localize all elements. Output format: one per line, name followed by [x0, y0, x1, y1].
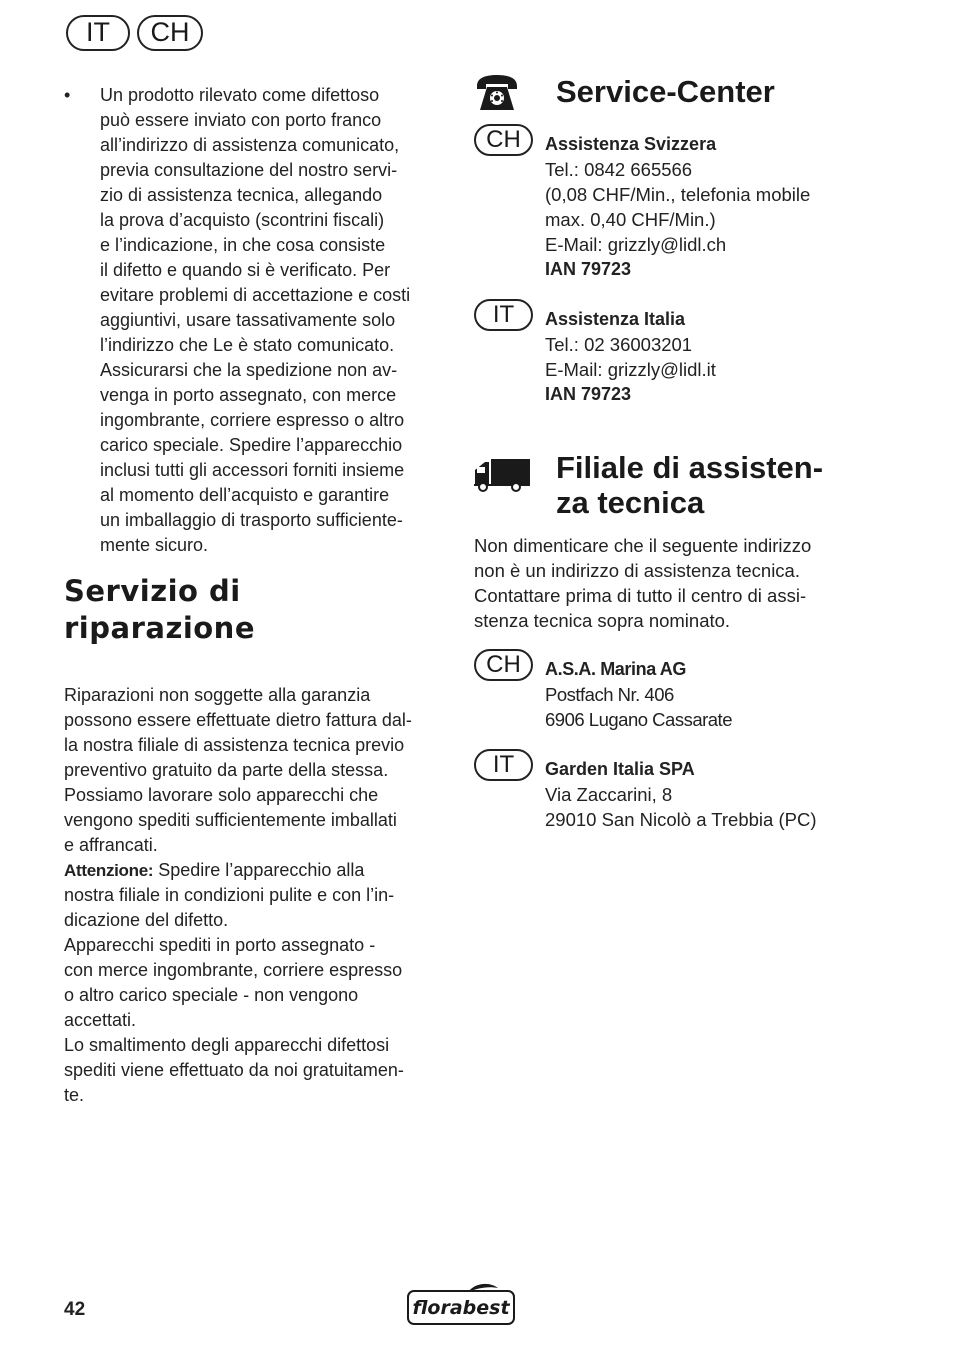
text-line: spediti viene effettuato da noi gratuitamen- [64, 1060, 404, 1080]
text-line: E-Mail: grizzly@lidl.ch [545, 234, 727, 255]
text-line: preventivo gratuito da parte della stessa. [64, 760, 389, 780]
text-line: il difetto e quando si è verificato. Per [100, 260, 391, 280]
text-line: 29010 San Nicolò a Trebbia (PC) [545, 809, 817, 830]
text-line: accettati. [64, 1010, 137, 1030]
text-line: Un prodotto rilevato come difettoso [100, 85, 380, 105]
text-line: carico speciale. Spedire l’apparecchio [100, 435, 403, 455]
country-badge-it: IT [474, 749, 533, 781]
text-line: al momento dell’acquisto e garantire [100, 485, 390, 505]
text-line: Apparecchi spediti in porto assegnato - [64, 935, 376, 955]
text-line: Non dimenticare che il seguente indirizzo [474, 535, 812, 556]
text-line: può essere inviato con porto franco [100, 110, 382, 130]
service-ch-ian: IAN 79723 [545, 259, 632, 279]
text-line: aggiuntivi, usare tassativamente solo [100, 310, 396, 330]
text-line: dicazione del difetto. [64, 910, 229, 930]
text-line: stenza tecnica sopra nominato. [474, 610, 731, 631]
section-heading-servizio-line2: riparazione [64, 611, 255, 645]
filiale-intro [474, 533, 811, 633]
filiale-title-line1: Filiale di assisten- [556, 450, 824, 485]
text-line: Tel.: 02 36003201 [545, 334, 693, 355]
filiale-ch-name: A.S.A. Marina AG [545, 659, 686, 679]
text-line: Possiamo lavorare solo apparecchi che [64, 785, 379, 805]
bullet-marker: • [64, 85, 71, 105]
text-line: con merce ingombrante, corriere espresso [64, 960, 403, 980]
text-line: evitare problemi di accettazione e costi [100, 285, 411, 305]
page-number: 42 [64, 1299, 86, 1320]
text-line: possono essere effettuate dietro fattura dal- [64, 710, 412, 730]
attention-text: Spedire l’apparecchio alla [153, 860, 365, 880]
country-badge-ch: CH [474, 649, 533, 681]
text-line: zio di assistenza tecnica, allegando [100, 185, 383, 205]
text-line: Lo smaltimento degli apparecchi difettosi [64, 1035, 390, 1055]
section-heading-servizio-line1: Servizio di [64, 574, 241, 608]
filiale-ch-block [545, 657, 732, 732]
text-line: vengono spediti sufficientemente imballati [64, 810, 397, 830]
filiale-it-name: Garden Italia SPA [545, 759, 695, 779]
language-badge-ch: CH [137, 15, 203, 51]
text-line: (0,08 CHF/Min., telefonia mobile [545, 184, 811, 205]
text-line: inclusi tutti gli accessori forniti insieme [100, 460, 405, 480]
service-it-block [545, 307, 716, 407]
text-line: non è un indirizzo di assistenza tecnica. [474, 560, 800, 581]
florabest-logo [406, 1282, 516, 1331]
text-line: un imballaggio di trasporto sufficiente- [100, 510, 403, 530]
text-line: Via Zaccarini, 8 [545, 784, 673, 805]
language-badge-it: IT [66, 15, 130, 51]
text-line: venga in porto assegnato, con merce [100, 385, 397, 405]
text-line: previa consultazione del nostro servi- [100, 160, 398, 180]
text-line: max. 0,40 CHF/Min.) [545, 209, 716, 230]
attention-label: Attenzione: [64, 861, 154, 880]
text-line: e l’indicazione, in che cosa consiste [100, 235, 386, 255]
text-line: e affrancati. [64, 835, 158, 855]
bullet-paragraph [100, 83, 410, 558]
text-line: E-Mail: grizzly@lidl.it [545, 359, 716, 380]
filiale-title-line2: za tecnica [556, 485, 705, 520]
attention-line [64, 858, 412, 883]
service-it-name: Assistenza Italia [545, 309, 686, 329]
text-line: ingombrante, corriere espresso o altro [100, 410, 405, 430]
text-line: Tel.: 0842 665566 [545, 159, 693, 180]
text-line: Postfach Nr. 406 [545, 684, 674, 705]
service-ch-name: Assistenza Svizzera [545, 134, 717, 154]
text-line: Riparazioni non soggette alla garanzia [64, 685, 371, 705]
text-line: Contattare prima di tutto il centro di assi- [474, 585, 807, 606]
logo-text: florabest [412, 1297, 510, 1319]
text-line: nostra filiale in condizioni pulite e con l’in- [64, 885, 395, 905]
country-badge-it: IT [474, 299, 533, 331]
text-line: l’indirizzo che Le è stato comunicato. [100, 335, 395, 355]
truck-icon [472, 458, 532, 497]
repair-paragraph [64, 683, 412, 1108]
text-line: la nostra filiale di assistenza tecnica previo [64, 735, 405, 755]
service-ch-block [545, 132, 810, 282]
text-line: Assicurarsi che la spedizione non av- [100, 360, 398, 380]
telephone-icon [473, 72, 521, 119]
service-it-ian: IAN 79723 [545, 384, 632, 404]
service-center-title: Service-Center [556, 74, 775, 109]
text-line: o altro carico speciale - non vengono [64, 985, 359, 1005]
filiale-it-block [545, 757, 816, 832]
text-line: mente sicuro. [100, 535, 209, 555]
text-line: 6906 Lugano Cassarate [545, 709, 732, 730]
text-line: la prova d’acquisto (scontrini fiscali) [100, 210, 385, 230]
text-line: all’indirizzo di assistenza comunicato, [100, 135, 400, 155]
text-line: te. [64, 1085, 85, 1105]
country-badge-ch: CH [474, 124, 533, 156]
